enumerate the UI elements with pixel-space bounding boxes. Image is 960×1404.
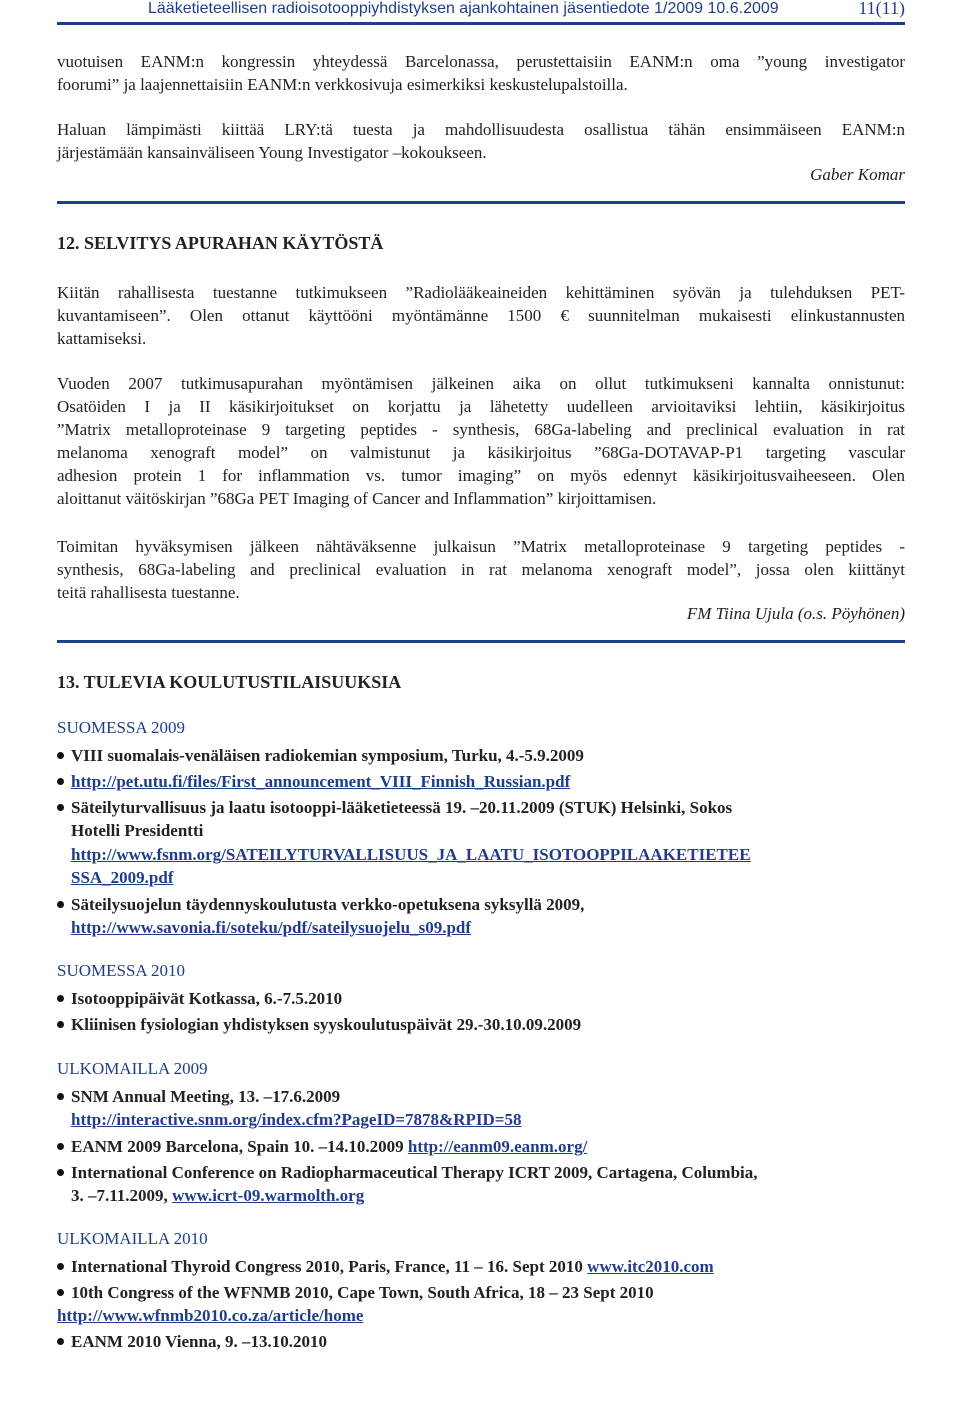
intro-paragraph xyxy=(57,50,905,96)
page-number: 11(11) xyxy=(858,0,905,18)
list-item-text: Hotelli Presidentti xyxy=(71,821,204,840)
link[interactable]: http://www.savonia.fi/soteku/pdf/sateilysuojelu_s09.pdf xyxy=(71,918,472,937)
text-line: teitä rahallisesta tuestanne. xyxy=(57,583,240,602)
text-line: Toimitan hyväksymisen jälkeen nähtäväksenne julkaisun ”Matrix metalloproteinase 9 targeting peptides - xyxy=(57,537,905,556)
list-item-text: EANM 2009 Barcelona, Spain 10. –14.10.2009 xyxy=(71,1137,408,1156)
body-paragraph xyxy=(57,281,905,350)
text-line: Vuoden 2007 tutkimusapurahan myöntämisen jälkeinen aika on ollut tutkimukseni kannalta onnistunut: xyxy=(57,374,905,393)
signature: Gaber Komar xyxy=(810,165,905,184)
bullet-icon xyxy=(57,1169,64,1176)
list-item-text: VIII suomalais-venäläisen radiokemian symposium, Turku, 4.-5.9.2009 xyxy=(71,746,584,765)
page-header xyxy=(57,0,905,25)
link[interactable]: http://interactive.snm.org/index.cfm?PageID=7878&RPID=58 xyxy=(71,1110,522,1129)
bullet-icon xyxy=(57,995,64,1002)
list-item-text: Säteilysuojelun täydennyskoulutusta verkko-opetuksena syksyllä 2009, xyxy=(71,895,585,914)
subsection-heading: ULKOMAILLA 2010 xyxy=(57,1229,208,1248)
signature: FM Tiina Ujula (o.s. Pöyhönen) xyxy=(686,604,905,623)
section-heading: 13. TULEVIA KOULUTUSTILAISUUKSIA xyxy=(57,672,402,692)
list-item xyxy=(57,1281,905,1327)
list-item-text: EANM 2010 Vienna, 9. –13.10.2010 xyxy=(71,1332,327,1351)
text-line: foorumi” ja laajennettaisiin EANM:n verkkosivuja esimerkiksi keskustelupalstoilla. xyxy=(57,75,628,94)
list-item xyxy=(57,1161,905,1207)
text-line: melanoma xenograft model” on valmistunut ja käsikirjoitus ”68Ga-DOTAVAP-P1 targeting vascular xyxy=(57,443,905,462)
text-line: kuvantamiseen”. Olen ottanut käyttööni myöntämänne 1500 € suunnitelman mukaisesti elinkustannusten xyxy=(57,306,905,325)
text-line: Osatöiden I ja II käsikirjoitukset on korjattu ja lähetetty uudelleen arvioitaviksi lehtiin, käsikirjoitus xyxy=(57,397,905,416)
bullet-icon xyxy=(57,1093,64,1100)
text-line: aloittanut väitöskirjan ”68Ga PET Imaging of Cancer and Inflammation” kirjoittamisen. xyxy=(57,489,657,508)
text-line: synthesis, 68Ga-labeling and preclinical evaluation in rat melanoma xenograft model”, jossa olen kiittänyt xyxy=(57,560,905,579)
link[interactable]: http://eanm09.eanm.org/ xyxy=(407,1137,588,1156)
list-item-text: Isotooppipäivät Kotkassa, 6.-7.5.2010 xyxy=(71,989,343,1008)
bullet-icon xyxy=(57,1338,64,1345)
link[interactable]: SSA_2009.pdf xyxy=(71,868,174,887)
text-line: Haluan lämpimästi kiittää LRY:tä tuesta ja mahdollisuudesta osallistua tähän ensimmäiseen EANM:n xyxy=(57,120,905,139)
subsection-heading: ULKOMAILLA 2009 xyxy=(57,1059,208,1078)
list-item-text: Säteilyturvallisuus ja laatu isotooppi-lääketieteessä 19. –20.11.2009 (STUK) Helsinki, Sokos xyxy=(71,798,733,817)
list-item xyxy=(57,1085,905,1131)
header-title: Lääketieteellisen radioisotooppiyhdistyksen ajankohtainen jäsentiedote 1/2009 10.6.2009 xyxy=(148,0,779,17)
link[interactable]: www.itc2010.com xyxy=(587,1257,714,1276)
bullet-icon xyxy=(57,1143,64,1150)
text-line: vuotuisen EANM:n kongressin yhteydessä Barcelonassa, perustettaisiin EANM:n oma ”young investigator xyxy=(57,52,905,71)
text-line: ”Matrix metalloproteinase 9 targeting peptides - synthesis, 68Ga-labeling and preclinical evaluation in rat xyxy=(57,420,905,439)
section-divider xyxy=(57,640,905,643)
bullet-icon xyxy=(57,804,64,811)
bullet-icon xyxy=(57,1289,64,1296)
list-item-text: 3. –7.11.2009, xyxy=(71,1186,173,1205)
link[interactable]: http://pet.utu.fi/files/First_announcement_VIII_Finnish_Russian.pdf xyxy=(71,772,571,791)
text-line: Kiitän rahallisesta tuestanne tutkimukseen ”Radiolääkeaineiden kehittäminen syövän ja tulehduksen PET- xyxy=(57,283,905,302)
list-item-text: International Conference on Radiopharmaceutical Therapy ICRT 2009, Cartagena, Columbia, xyxy=(71,1163,758,1182)
text-line: kattamiseksi. xyxy=(57,329,147,348)
link[interactable]: http://www.wfnmb2010.co.za/article/home xyxy=(57,1306,364,1325)
section-divider xyxy=(57,201,905,204)
list-item-text: Kliinisen fysiologian yhdistyksen syyskoulutuspäivät 29.-30.10.09.2009 xyxy=(71,1015,582,1034)
list-item xyxy=(57,796,905,842)
list-item-text: 10th Congress of the WFNMB 2010, Cape Town, South Africa, 18 – 23 Sept 2010 xyxy=(71,1283,654,1302)
text-line: adhesion protein 1 for inflammation vs. tumor imaging” on myös edennyt käsikirjoitusvaiheeseen. Olen xyxy=(57,466,905,485)
bullet-icon xyxy=(57,1263,64,1270)
list-item-text: SNM Annual Meeting, 13. –17.6.2009 xyxy=(71,1087,341,1106)
link[interactable]: http://www.fsnm.org/SATEILYTURVALLISUUS_JA_LAATU_ISOTOOPPILAAKETIETEE xyxy=(71,845,751,864)
list-item-links xyxy=(57,843,905,889)
bullet-icon xyxy=(57,752,64,759)
subsection-heading: SUOMESSA 2010 xyxy=(57,961,186,980)
link[interactable]: www.icrt-09.warmolth.org xyxy=(172,1186,365,1205)
text-line: järjestämään kansainväliseen Young Investigator –kokoukseen. xyxy=(57,143,487,162)
body-paragraph xyxy=(57,372,905,510)
section-heading: 12. SELVITYS APURAHAN KÄYTÖSTÄ xyxy=(57,233,384,253)
bullet-icon xyxy=(57,901,64,908)
subsection-heading: SUOMESSA 2009 xyxy=(57,718,186,737)
list-item-text: International Thyroid Congress 2010, Paris, France, 11 – 16. Sept 2010 xyxy=(71,1257,588,1276)
bullet-icon xyxy=(57,778,64,785)
bullet-icon xyxy=(57,1021,64,1028)
body-paragraph xyxy=(57,535,905,604)
list-item xyxy=(57,893,905,939)
thanks-paragraph xyxy=(57,118,905,164)
